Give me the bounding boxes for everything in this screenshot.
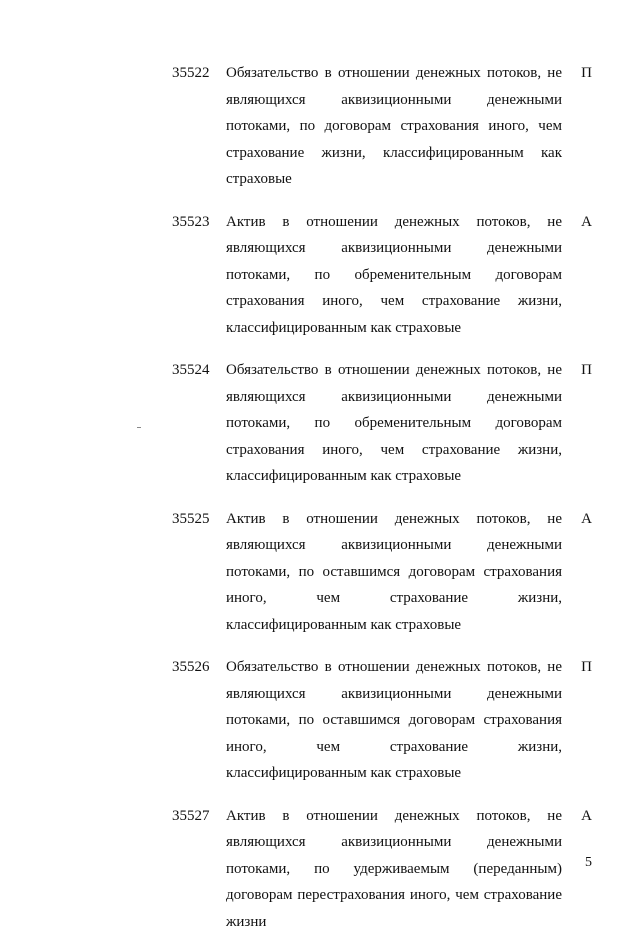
account-entry [172, 209, 592, 342]
account-code: 35523 [172, 213, 210, 230]
account-entry [172, 60, 592, 193]
account-type: А [581, 510, 592, 527]
account-code: 35526 [172, 659, 210, 675]
account-entry [172, 506, 592, 639]
account-code: 35527 [172, 807, 210, 824]
account-type: А [581, 807, 592, 824]
account-description: Обязательство в отношении денежных потоков, не являющихся аквизиционными денежными потоками, по оставшимся договорам страхования иного, чем страхование жизни, классифицированным как страховые [226, 659, 562, 781]
account-description: Актив в отношении денежных потоков, не являющихся аквизиционными денежными потоками, по удерживаемым (переданным) договорам перестрахования иного, чем страхование жизни [226, 807, 562, 930]
account-type: П [581, 362, 592, 378]
scan-speck [137, 427, 141, 428]
account-type: П [581, 659, 592, 675]
account-entry [172, 654, 592, 787]
account-description: Обязательство в отношении денежных потоков, не являющихся аквизиционными денежными потоками, по договорам страхования иного, чем страхование жизни, классифицированным как страховые [226, 65, 562, 187]
account-description: Актив в отношении денежных потоков, не являющихся аквизиционными денежными потоками, по обременительным договорам страхования иного, чем страхование жизни, классифицированным как страховые [226, 213, 562, 336]
account-entry [172, 357, 592, 490]
account-description: Актив в отношении денежных потоков, не являющихся аквизиционными денежными потоками, по оставшимся договорам страхования иного, чем страхование жизни, классифицированным как страховые [226, 510, 562, 633]
account-code: 35522 [172, 65, 210, 81]
account-description: Обязательство в отношении денежных потоков, не являющихся аквизиционными денежными потоками, по обременительным договорам страхования иного, чем страхование жизни, классифицированным как страховые [226, 362, 562, 484]
account-code: 35525 [172, 510, 210, 527]
account-list [172, 60, 592, 951]
page-number: 5 [585, 855, 592, 870]
account-entry [172, 803, 592, 936]
account-type: А [581, 213, 592, 230]
account-code: 35524 [172, 362, 210, 378]
account-type: П [581, 65, 592, 81]
